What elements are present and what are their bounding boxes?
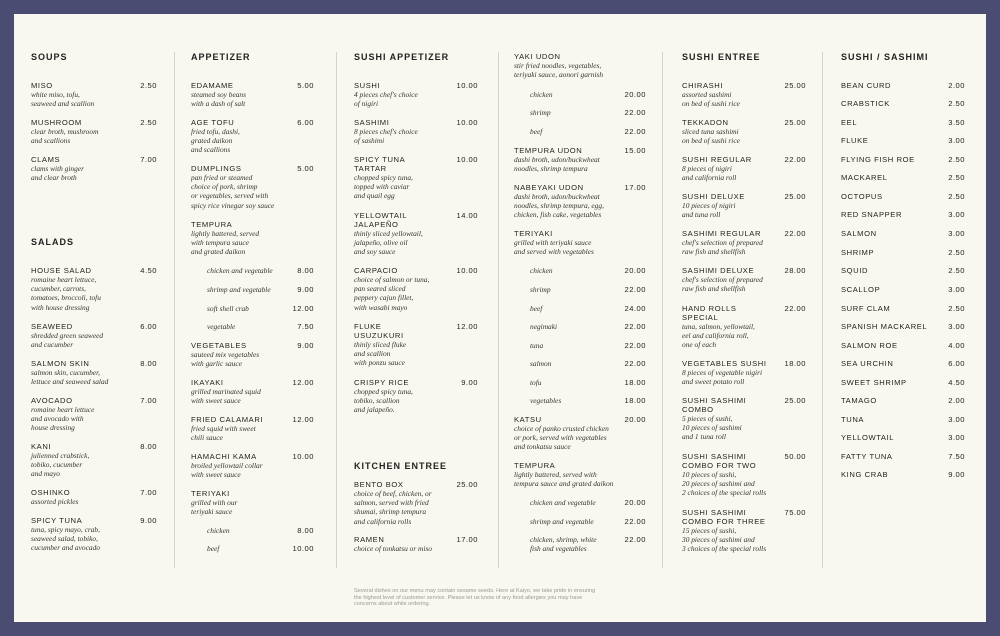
- item-description: stir fried noodles, vegetables, teriyaki sauce, aonori garnish: [514, 61, 604, 80]
- item-name: SUSHI DELUXE: [682, 192, 745, 201]
- item-name: SALMON: [841, 229, 877, 238]
- item-description: tuna, spicy mayo, crab, seaweed salad, tobiko, cucumber and avocado: [31, 525, 100, 553]
- option-name: tuna: [530, 341, 544, 350]
- item-name: OCTOPUS: [841, 192, 883, 201]
- item-name: SUSHI REGULAR: [682, 155, 752, 164]
- item-price: 3.00: [948, 322, 965, 331]
- item-price: 3.50: [948, 118, 965, 127]
- option-price: 22.00: [624, 108, 646, 117]
- item-description: 5 pieces of sushi, 10 pieces of sashimi and 1 tuna roll: [682, 414, 742, 442]
- item-price: 10.00: [456, 266, 478, 275]
- item-name: CHIRASHI: [682, 81, 724, 90]
- item-name: VEGETABLES: [191, 341, 247, 350]
- item-name: SEAWEED: [31, 322, 73, 331]
- column-divider: [174, 52, 175, 568]
- item-name: KANI: [31, 442, 52, 451]
- option-name: beef: [530, 304, 543, 313]
- item-name: YELLOWTAIL: [841, 433, 895, 442]
- item-description: 8 pieces chef's choice of sashimi: [354, 127, 418, 146]
- item-price: 3.00: [948, 433, 965, 442]
- item-name: SALMON SKIN: [31, 359, 90, 368]
- item-price: 17.00: [624, 183, 646, 192]
- item-name: TUNA: [841, 415, 865, 424]
- option-name: chicken and vegetable: [530, 498, 596, 507]
- option-name: shrimp: [530, 108, 551, 117]
- item-name: AVOCADO: [31, 396, 73, 405]
- item-price: 3.00: [948, 415, 965, 424]
- item-price: 12.00: [292, 415, 314, 424]
- option-name: shrimp and vegetable: [207, 285, 271, 294]
- item-description: 8 pieces of vegetable nigiri and sweet potato roll: [682, 368, 763, 387]
- section-title-sushi-entree: SUSHI ENTREE: [682, 52, 761, 62]
- item-name: CRABSTICK: [841, 99, 890, 108]
- item-name: FATTY TUNA: [841, 452, 893, 461]
- option-name: chicken: [207, 526, 230, 535]
- item-name: VEGETABLES SUSHI: [682, 359, 767, 368]
- column-divider: [498, 52, 499, 568]
- item-price: 2.50: [948, 192, 965, 201]
- item-name: CRISPY RICE: [354, 378, 409, 387]
- item-description: sauteed mix vegetables with garlic sauce: [191, 350, 260, 369]
- item-name: FLUKE: [841, 136, 869, 145]
- item-price: 7.00: [140, 488, 157, 497]
- item-price: 4.00: [948, 341, 965, 350]
- item-description: grilled marinated squid with sweet sauce: [191, 387, 261, 406]
- item-description: chef's selection of prepared raw fish and shellfish: [682, 238, 763, 257]
- item-name: BENTO BOX: [354, 480, 404, 489]
- section-title-sushi-appetizer: SUSHI APPETIZER: [354, 52, 450, 62]
- item-description: clear broth, mushroom and scallions: [31, 127, 99, 146]
- option-price: 22.00: [624, 322, 646, 331]
- item-name: DUMPLINGS: [191, 164, 242, 173]
- allergy-disclaimer: Several dishes on our menu may contain sesame seeds. Here at Kaiyo, we take pride in ensuring the highest level of customer service. Please let us know of any food allergies you may have concerns about while ordering.: [354, 588, 596, 608]
- item-name: CLAMS: [31, 155, 61, 164]
- option-price: 24.00: [624, 304, 646, 313]
- item-price: 3.00: [948, 210, 965, 219]
- item-name: TERIYAKI: [191, 489, 230, 498]
- option-price: 20.00: [624, 498, 646, 507]
- item-name: FRIED CALAMARI: [191, 415, 264, 424]
- item-description: 10 pieces of sushi, 20 pieces of sashimi and 2 choices of the special rolls: [682, 470, 767, 498]
- item-name: SCALLOP: [841, 285, 881, 294]
- item-price: 28.00: [784, 266, 806, 275]
- item-name: TEMPURA: [191, 220, 233, 229]
- item-name: TEKKADON: [682, 118, 729, 127]
- item-description: 4 pieces chef's choice of nigiri: [354, 90, 418, 109]
- item-description: choice of salmon or tuna, pan seared sliced peppery cajun fillet, with wasabi mayo: [354, 275, 430, 312]
- item-description: sliced tuna sashimi on bed of sushi rice: [682, 127, 740, 146]
- option-price: 22.00: [624, 341, 646, 350]
- item-description: julienned crabstick, tobiko, cucumber and mayo: [31, 451, 90, 479]
- item-description: tuna, salmon, yellowtail, eel and california roll, one of each: [682, 322, 755, 350]
- option-price: 20.00: [624, 90, 646, 99]
- item-name: SPICY TUNA: [31, 516, 83, 525]
- item-price: 25.00: [784, 118, 806, 127]
- item-price: 10.00: [456, 118, 478, 127]
- item-price: 3.00: [948, 285, 965, 294]
- option-name: beef: [207, 544, 220, 553]
- item-price: 9.00: [948, 470, 965, 479]
- item-description: 10 pieces of nigiri and tuna roll: [682, 201, 736, 220]
- item-price: 12.00: [456, 322, 478, 331]
- item-name: EDAMAME: [191, 81, 234, 90]
- item-description: shredded green seaweed and cucumber: [31, 331, 104, 350]
- item-name: FLUKE USUZUKURI: [354, 322, 404, 340]
- option-price: 7.50: [297, 322, 314, 331]
- item-price: 5.00: [297, 164, 314, 173]
- option-name: tofu: [530, 378, 542, 387]
- column-divider: [662, 52, 663, 568]
- item-price: 4.50: [948, 378, 965, 387]
- option-name: chicken: [530, 90, 553, 99]
- item-price: 50.00: [784, 452, 806, 461]
- item-description: dashi broth, udon/buckwheat noodles, shrimp tempura, egg, chicken, fish cake, vegetables: [514, 192, 604, 220]
- option-price: 22.00: [624, 359, 646, 368]
- item-name: MACKAREL: [841, 173, 888, 182]
- item-price: 2.50: [948, 99, 965, 108]
- section-title-salads: SALADS: [31, 237, 75, 247]
- item-description: 8 pieces of nigiri and california roll: [682, 164, 737, 183]
- item-description: assorted sashimi on bed of sushi rice: [682, 90, 740, 109]
- item-name: SHRIMP: [841, 248, 875, 257]
- option-price: 22.00: [624, 285, 646, 294]
- item-name: YELLOWTAIL JALAPEÑO: [354, 211, 408, 229]
- item-price: 9.00: [297, 341, 314, 350]
- section-title-soups: SOUPS: [31, 52, 68, 62]
- item-description: thinly sliced yellowtail, jalapeño, olive oil and soy sauce: [354, 229, 423, 257]
- option-price: 10.00: [292, 544, 314, 553]
- item-description: salmon skin, cucumber, lettuce and seaweed salad: [31, 368, 109, 387]
- item-name: HOUSE SALAD: [31, 266, 92, 275]
- item-name: SQUID: [841, 266, 869, 275]
- item-price: 2.50: [948, 155, 965, 164]
- option-price: 9.00: [297, 285, 314, 294]
- item-price: 8.00: [140, 442, 157, 451]
- item-price: 18.00: [784, 359, 806, 368]
- option-name: salmon: [530, 359, 552, 368]
- item-price: 2.00: [948, 396, 965, 405]
- item-description: thinly sliced fluke and scallion with ponzu sauce: [354, 340, 407, 368]
- item-name: EEL: [841, 118, 858, 127]
- option-price: 18.00: [624, 378, 646, 387]
- item-price: 6.00: [140, 322, 157, 331]
- option-name: beef: [530, 127, 543, 136]
- item-description: fried tofu, dashi, grated daikon and scallions: [191, 127, 240, 155]
- item-name: SUSHI SASHIMI COMBO FOR THREE: [682, 508, 766, 526]
- item-description: chef's selection of prepared raw fish and shellfish: [682, 275, 763, 294]
- option-name: shrimp and vegetable: [530, 517, 594, 526]
- item-description: lightly battered, served with tempura sauce and grated daikon: [191, 229, 260, 257]
- item-name: SEA URCHIN: [841, 359, 894, 368]
- menu-page: [14, 14, 986, 622]
- item-name: SURF CLAM: [841, 304, 891, 313]
- item-description: grilled with our teriyaki sauce: [191, 498, 238, 517]
- item-description: 15 pieces of sushi, 30 pieces of sashimi and 3 choices of the special rolls: [682, 526, 767, 554]
- section-title-appetizer: APPETIZER: [191, 52, 251, 62]
- item-price: 25.00: [784, 192, 806, 201]
- item-name: RED SNAPPER: [841, 210, 903, 219]
- item-price: 5.00: [297, 81, 314, 90]
- item-description: pan fried or steamed choice of pork, shrimp or vegetables, served with spicy rice vinegar soy sauce: [191, 173, 275, 210]
- column-divider: [336, 52, 337, 568]
- item-price: 9.00: [461, 378, 478, 387]
- item-price: 7.00: [140, 396, 157, 405]
- option-price: 22.00: [624, 127, 646, 136]
- item-description: grilled with teriyaki sauce and served with vegetables: [514, 238, 594, 257]
- item-name: IKAYAKI: [191, 378, 224, 387]
- item-description: chopped spicy tuna, tobiko, scallion and jalapeño.: [354, 387, 413, 415]
- item-name: SWEET SHRIMP: [841, 378, 907, 387]
- item-name: YAKI UDON: [514, 52, 561, 61]
- item-description: dashi broth, udon/buckwheat noodles, shrimp tempura: [514, 155, 600, 174]
- item-price: 2.50: [948, 173, 965, 182]
- item-price: 6.00: [948, 359, 965, 368]
- item-price: 15.00: [624, 146, 646, 155]
- item-price: 25.00: [784, 396, 806, 405]
- item-price: 14.00: [456, 211, 478, 220]
- item-price: 22.00: [784, 155, 806, 164]
- option-price: 20.00: [624, 266, 646, 275]
- item-price: 9.00: [140, 516, 157, 525]
- item-name: NABEYAKI UDON: [514, 183, 584, 192]
- item-description: romaine heart lettuce and avocado with house dressing: [31, 405, 95, 433]
- item-name: MISO: [31, 81, 53, 90]
- item-price: 20.00: [624, 415, 646, 424]
- item-price: 10.00: [456, 155, 478, 164]
- item-name: SPICY TUNA TARTAR: [354, 155, 406, 173]
- item-description: assorted pickles: [31, 497, 79, 506]
- option-name: chicken, shrimp, white fish and vegetables: [530, 535, 597, 554]
- item-name: RAMEN: [354, 535, 385, 544]
- item-description: broiled yellowtail collar with sweet sauce: [191, 461, 263, 480]
- item-description: choice of panko crusted chicken or pork, served with vegetables and tonkatsu sauce: [514, 424, 609, 452]
- item-name: TAMAGO: [841, 396, 877, 405]
- item-name: SUSHI SASHIMI COMBO FOR TWO: [682, 452, 757, 470]
- item-name: SASHIMI DELUXE: [682, 266, 755, 275]
- section-title-sushi-sashimi: SUSHI / SASHIMI: [841, 52, 929, 62]
- section-title-kitchen-entree: KITCHEN ENTREE: [354, 461, 448, 471]
- item-price: 3.00: [948, 136, 965, 145]
- item-description: white miso, tofu, seaweed and scallion: [31, 90, 95, 109]
- option-price: 12.00: [292, 304, 314, 313]
- item-price: 2.50: [948, 248, 965, 257]
- column-divider: [822, 52, 823, 568]
- option-price: 8.00: [297, 526, 314, 535]
- item-name: TERIYAKI: [514, 229, 553, 238]
- item-price: 2.50: [140, 81, 157, 90]
- item-description: steamed soy beans with a dash of salt: [191, 90, 247, 109]
- item-name: MUSHROOM: [31, 118, 82, 127]
- item-name: SASHIMI REGULAR: [682, 229, 762, 238]
- option-price: 18.00: [624, 396, 646, 405]
- option-name: negimaki: [530, 322, 558, 331]
- item-name: FLYING FISH ROE: [841, 155, 915, 164]
- option-price: 22.00: [624, 517, 646, 526]
- option-name: vegetable: [207, 322, 236, 331]
- item-price: 7.50: [948, 452, 965, 461]
- item-name: SUSHI SASHIMI COMBO: [682, 396, 747, 414]
- item-price: 25.00: [456, 480, 478, 489]
- option-name: chicken and vegetable: [207, 266, 273, 275]
- item-name: SUSHI: [354, 81, 381, 90]
- option-price: 8.00: [297, 266, 314, 275]
- item-description: choice of tonkatsu or miso: [354, 544, 433, 553]
- item-price: 8.00: [140, 359, 157, 368]
- item-name: TEMPURA UDON: [514, 146, 583, 155]
- item-name: HAND ROLLS SPECIAL: [682, 304, 737, 322]
- item-name: OSHINKO: [31, 488, 71, 497]
- item-price: 10.00: [292, 452, 314, 461]
- item-price: 2.50: [948, 266, 965, 275]
- item-name: TEMPURA: [514, 461, 556, 470]
- option-name: chicken: [530, 266, 553, 275]
- item-name: KING CRAB: [841, 470, 889, 479]
- item-description: choice of beef, chicken, or salmon, served with fried shumai, shrimp tempura and california rolls: [354, 489, 432, 526]
- item-description: chopped spicy tuna, topped with caviar and quail egg: [354, 173, 413, 201]
- item-description: romaine heart lettuce, cucumber, carrots, tomatoes, broccoli, tofu with house dressing: [31, 275, 101, 312]
- item-price: 2.00: [948, 81, 965, 90]
- item-price: 75.00: [784, 508, 806, 517]
- item-price: 2.50: [948, 304, 965, 313]
- item-price: 12.00: [292, 378, 314, 387]
- option-name: soft shell crab: [207, 304, 249, 313]
- item-name: CARPACIO: [354, 266, 398, 275]
- item-name: HAMACHI KAMA: [191, 452, 257, 461]
- item-name: BEAN CURD: [841, 81, 892, 90]
- item-name: KATSU: [514, 415, 542, 424]
- item-name: SALMON ROE: [841, 341, 898, 350]
- item-price: 2.50: [140, 118, 157, 127]
- item-name: SPANISH MACKAREL: [841, 322, 928, 331]
- option-price: 22.00: [624, 535, 646, 544]
- option-name: shrimp: [530, 285, 551, 294]
- item-price: 10.00: [456, 81, 478, 90]
- item-price: 6.00: [297, 118, 314, 127]
- item-name: SASHIMI: [354, 118, 390, 127]
- item-description: fried squid with sweet chili sauce: [191, 424, 256, 443]
- item-description: lightly battered, served with tempura sauce and grated daikon: [514, 470, 614, 489]
- item-price: 25.00: [784, 81, 806, 90]
- item-price: 22.00: [784, 304, 806, 313]
- item-price: 22.00: [784, 229, 806, 238]
- option-name: vegetables: [530, 396, 562, 405]
- item-price: 4.50: [140, 266, 157, 275]
- item-price: 3.00: [948, 229, 965, 238]
- item-description: clams with ginger and clear broth: [31, 164, 84, 183]
- item-price: 17.00: [456, 535, 478, 544]
- item-price: 7.00: [140, 155, 157, 164]
- item-name: AGE TOFU: [191, 118, 235, 127]
